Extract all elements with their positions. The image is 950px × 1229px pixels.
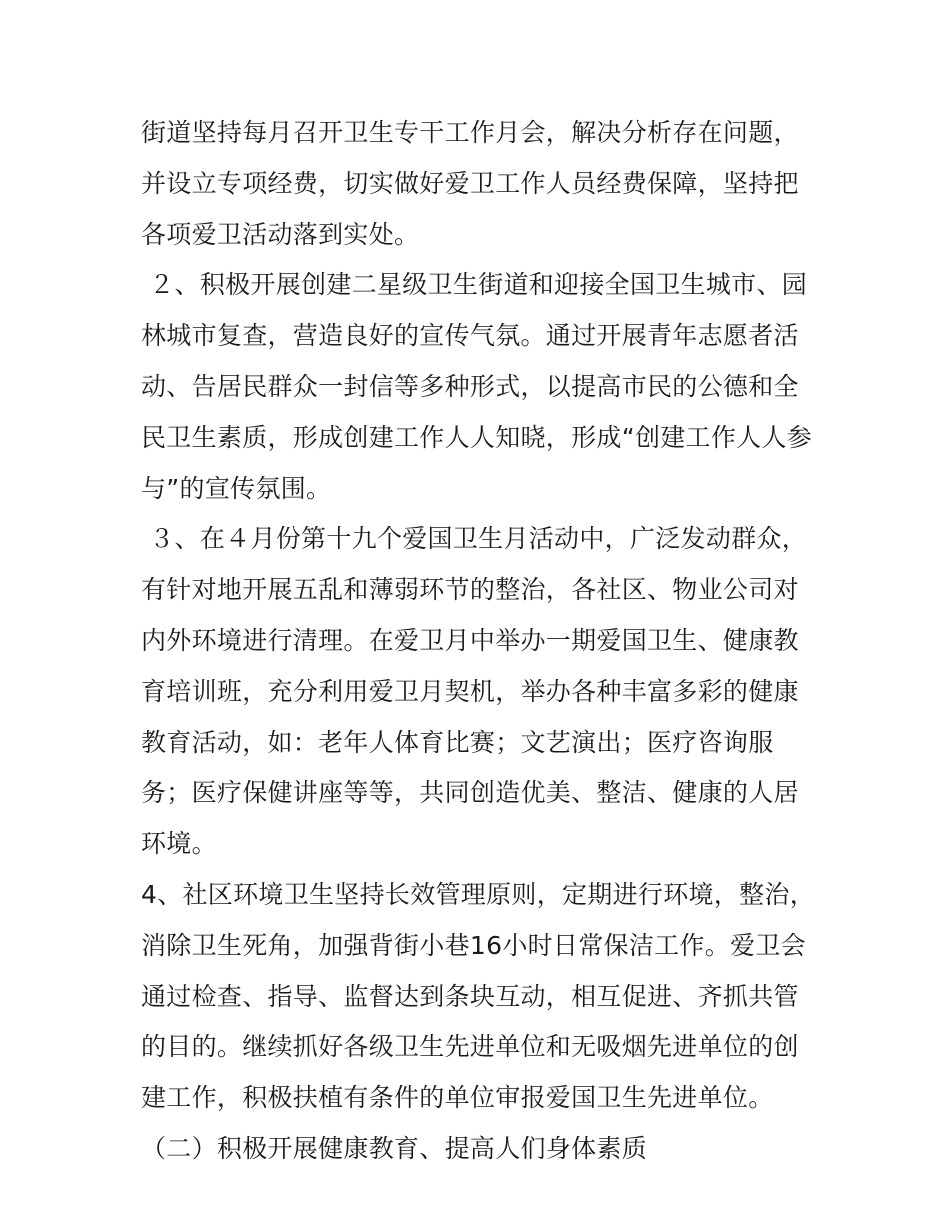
paragraph-item-3: ３、在４月份第十九个爱国卫生月活动中，广泛发动群众，有针对地开展五乱和薄弱环节的整治，各社区、物业公司对内外环境进行清理。在爱卫月中举办一期爱国卫生、健康教育培训班，充分利用爱卫月契机，举办各种丰富多彩的健康教育活动，如：老年人体育比赛；文艺演出；医疗咨询服务；医疗保健讲座等等，共同创造优美、整洁、健康的人居环境。 [141,524,808,859]
paragraph-item-4: 4、社区环境卫生坚持长效管理原则，定期进行环境，整治，消除卫生死角，加强背街小巷16小时日常保洁工作。爱卫会通过检查、指导、监督达到条块互动，相互促进、齐抓共管的目的。继续抓好各级卫生先进单位和无吸烟先进单位的创建工作，积极扶植有条件的单位审报爱国卫生先进单位。 [141,879,816,1113]
paragraph-continuation: 街道坚持每月召开卫生专干工作月会，解决分析存在问题，并设立专项经费，切实做好爱卫工作人员经费保障，坚持把各项爱卫活动落到实处。 [141,118,799,249]
section-heading-2: （二）积极开展健康教育、提高人们身体素质 [141,1133,648,1163]
paragraph-item-2: ２、积极开展创建二星级卫生街道和迎接全国卫生城市、园林城市复查，营造良好的宣传气氛。通过开展青年志愿者活动、告居民群众一封信等多种形式，以提高市民的公德和全民卫生素质，形成创建工作人人知晓，形成“创建工作人人参与”的宣传氛围。 [141,270,813,503]
document-body [141,108,821,1175]
